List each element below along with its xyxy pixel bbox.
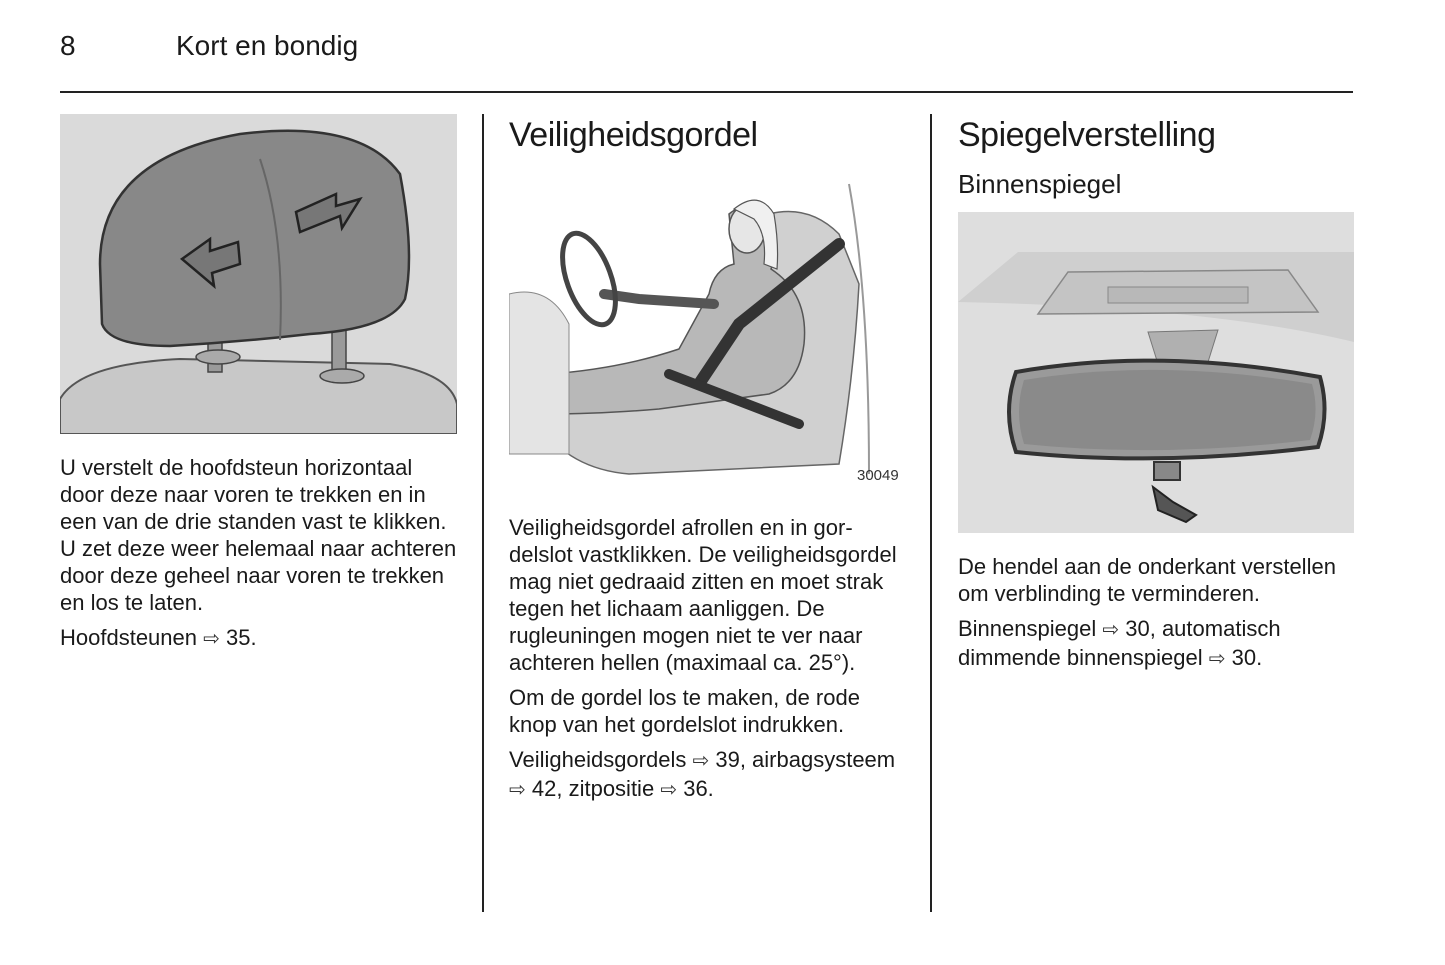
reference-label: Veiligheidsgordels	[509, 747, 687, 772]
seatbelt-references	[509, 746, 907, 804]
headrest-illustration	[60, 114, 457, 434]
section-subtitle-mirror: Binnenspiegel	[958, 169, 1122, 199]
seatbelt-illustration	[509, 174, 907, 494]
page-reference-icon: ⇨	[203, 628, 220, 650]
page-reference-icon: ⇨	[1208, 648, 1226, 670]
chapter-title: Kort en bondig	[176, 30, 359, 61]
reference-label: Hoofdsteunen	[60, 625, 197, 650]
page-number: 8	[60, 30, 76, 61]
section-title-seatbelt: Veiligheidsgordel	[509, 116, 758, 154]
column-seatbelt	[509, 114, 907, 804]
mirror-references	[958, 615, 1354, 673]
reference-page: 36.	[683, 776, 714, 801]
reference-label: Binnenspiegel	[958, 616, 1097, 641]
column-headrest	[60, 114, 458, 653]
header-divider	[60, 91, 1353, 93]
mirror-illustration	[958, 212, 1354, 533]
reference-page: 39, airbagsysteem	[715, 747, 896, 772]
headrest-text: U verstelt de hoofdsteun horizontaal door deze naar voren te trekken en in een van de drie standen vast te klikken. U zet deze weer helemaal naar achteren door deze geheel naar voren te trekken en los te laten.	[60, 455, 457, 615]
page-reference-icon: ⇨	[509, 779, 526, 801]
section-title-mirror: Spiegelverstelling	[958, 116, 1216, 154]
seatbelt-text-2: Om de gordel los te maken, de rode knop van het gordelslot indrukken.	[509, 685, 860, 737]
headrest-reference	[60, 624, 458, 653]
seatbelt-text-1: Veiligheidsgordel afrollen en in gordelslot vastklikken. De veiligheidsgordel mag niet gedraaid zitten en moet strak tegen het lichaam aanliggen. De rugleuningen mogen niet te ver naar achteren hellen (maximaal ca. 25°).	[509, 515, 897, 675]
figure-number: 30049	[857, 467, 899, 484]
reference-page: 42, zitpositie	[531, 776, 655, 801]
reference-page: 35.	[226, 625, 257, 650]
page-reference-icon: ⇨	[692, 750, 710, 772]
page-reference-icon: ⇨	[660, 779, 678, 801]
mirror-text: De hendel aan de onderkant verstellen om verblinding te verminderen.	[958, 554, 1336, 606]
column-mirror	[958, 114, 1354, 673]
column-divider-2	[930, 114, 932, 912]
column-divider-1	[482, 114, 484, 912]
reference-page: 30.	[1231, 645, 1263, 670]
reference-page: 30, automatisch dimmende binnenspiegel	[958, 616, 1281, 670]
page-reference-icon: ⇨	[1102, 619, 1120, 641]
